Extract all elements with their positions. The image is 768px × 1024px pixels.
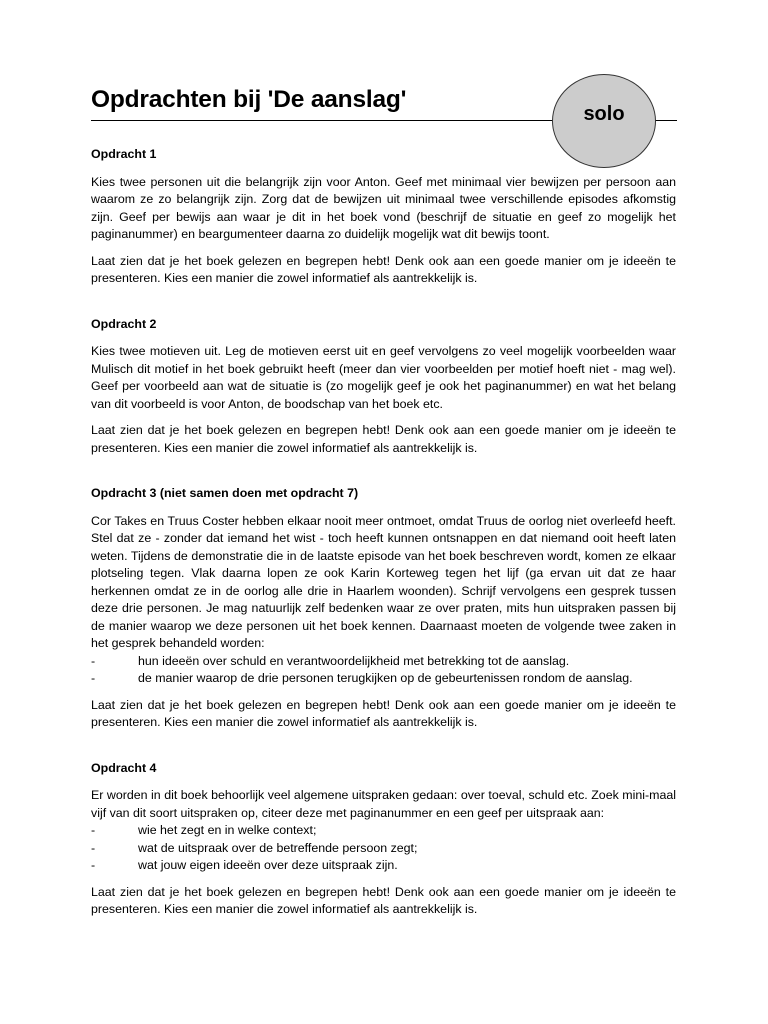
assignment-heading: Opdracht 3 (niet samen doen met opdracht 7): [91, 486, 359, 500]
list-item: [91, 822, 676, 840]
list-item: [91, 840, 676, 858]
assignment-closing: Laat zien dat je het boek gelezen en begrepen hebt! Denk ook aan een goede manier om je ideeën te presenteren. Kies een manier die zowel informatief als aantrekkelijk is.: [91, 884, 676, 916]
section-gap: [91, 297, 676, 316]
list-item: [91, 670, 676, 688]
assignment-heading: Opdracht 2: [91, 316, 157, 331]
section-gap: [91, 741, 676, 760]
list-item-text: wie het zegt en in welke context;: [138, 823, 317, 837]
solo-badge-label: solo: [583, 102, 625, 125]
bullet-dash: -: [91, 840, 96, 855]
bullet-dash: -: [91, 858, 96, 872]
list-item-text: hun ideeën over schuld en verantwoordelijkheid met betrekking tot de aanslag.: [138, 653, 570, 668]
list-item-text: wat de uitspraak over de betreffende persoon zegt;: [138, 840, 418, 855]
assignment-text: Kies twee motieven uit. Leg de motieven eerst uit en geef vervolgens zo veel mogelijk voorbeelden waar Mulisch dit motief in het boek gebruikt heeft (meer dan vier voorbeelden per motief hoeft niet - mag wel). Geef per voorbeeld aan wat de situatie is (zo mogelijk geef je ook het paginanummer) en wat het belang van dit voorbeeld is voor Anton, de boodschap van het boek etc.: [91, 344, 676, 411]
list-item-text: wat jouw eigen ideeën over deze uitspraak zijn.: [138, 858, 398, 872]
assignment-heading: Opdracht 1: [91, 147, 157, 161]
assignment-4: [91, 760, 676, 919]
bullet-dash: -: [91, 671, 96, 685]
assignment-closing: Laat zien dat je het boek gelezen en begrepen hebt! Denk ook aan een goede manier om je ideeën te presenteren. Kies een manier die zowel informatief als aantrekkelijk is.: [91, 697, 676, 729]
assignment-closing: Laat zien dat je het boek gelezen en begrepen hebt! Denk ook aan een goede manier om je ideeën te presenteren. Kies een manier die zowel informatief als aantrekkelijk is.: [91, 253, 676, 285]
assignment-heading: Opdracht 4: [91, 760, 157, 775]
assignment-closing: Laat zien dat je het boek gelezen en begrepen hebt! Denk ook aan een goede manier om je ideeën te presenteren. Kies een manier die zowel informatief als aantrekkelijk is.: [91, 423, 676, 455]
page-title: Opdrachten bij 'De aanslag': [91, 86, 407, 113]
assignment-3: [91, 485, 676, 732]
assignment-list: [91, 146, 676, 928]
bullet-dash: -: [91, 823, 96, 837]
assignment-text: Kies twee personen uit die belangrijk zijn voor Anton. Geef met minimaal vier bewijzen per persoon aan waarom ze zo belangrijk zijn. Zorg dat de bewijzen uit minimaal twee verschillende episodes afkomstig zijn. Geef per bewijs aan waar je dit in het boek vond (beschrijf de situatie en geef zo mogelijk het paginanummer) en beargumenteer daarna zo duidelijk mogelijk wat dit bewijs toont.: [91, 174, 676, 241]
assignment-text: Er worden in dit boek behoorlijk veel algemene uitspraken gedaan: over toeval, schuld etc. Zoek mini-maal vijf van dit soort uitspraken op, citeer deze met paginanummer en een geef per uitspraak aan:: [91, 788, 676, 820]
bullet-dash: -: [91, 653, 96, 668]
assignment-text: Cor Takes en Truus Coster hebben elkaar nooit meer ontmoet, omdat Truus de oorlog niet overleefd heeft. Stel dat ze - zonder dat iemand het wist - toch heeft kunnen ontsnappen en dat niemand ooit heeft laten weten. Tijdens de demonstratie die in de laatste episode van het boek beschreven wordt, komen ze elkaar plotseling tegen. Vlak daarna lopen ze ook Karin Korteweg tegen het lijf (ga ervan uit dat ze haar herkennen omdat ze in de oorlog alle drie in Haarlem woonden). Schrijf vervolgens een gesprek tussen deze drie personen. Je mag natuurlijk zelf bedenken waar ze over praten, mits hun uitspraken passen bij de manier waarop we deze personen uit het boek kennen. Daarnaast moeten de volgende twee zaken in het gesprek behandeld worden:: [91, 513, 676, 650]
bullet-list: [91, 653, 676, 688]
bullet-list: [91, 822, 676, 875]
section-gap: [91, 466, 676, 485]
list-item: [91, 857, 676, 875]
list-item: [91, 653, 676, 671]
list-item-text: de manier waarop de drie personen terugkijken op de gebeurtenissen rondom de aanslag.: [138, 671, 633, 685]
assignment-2: [91, 316, 676, 458]
assignment-1: [91, 146, 676, 288]
